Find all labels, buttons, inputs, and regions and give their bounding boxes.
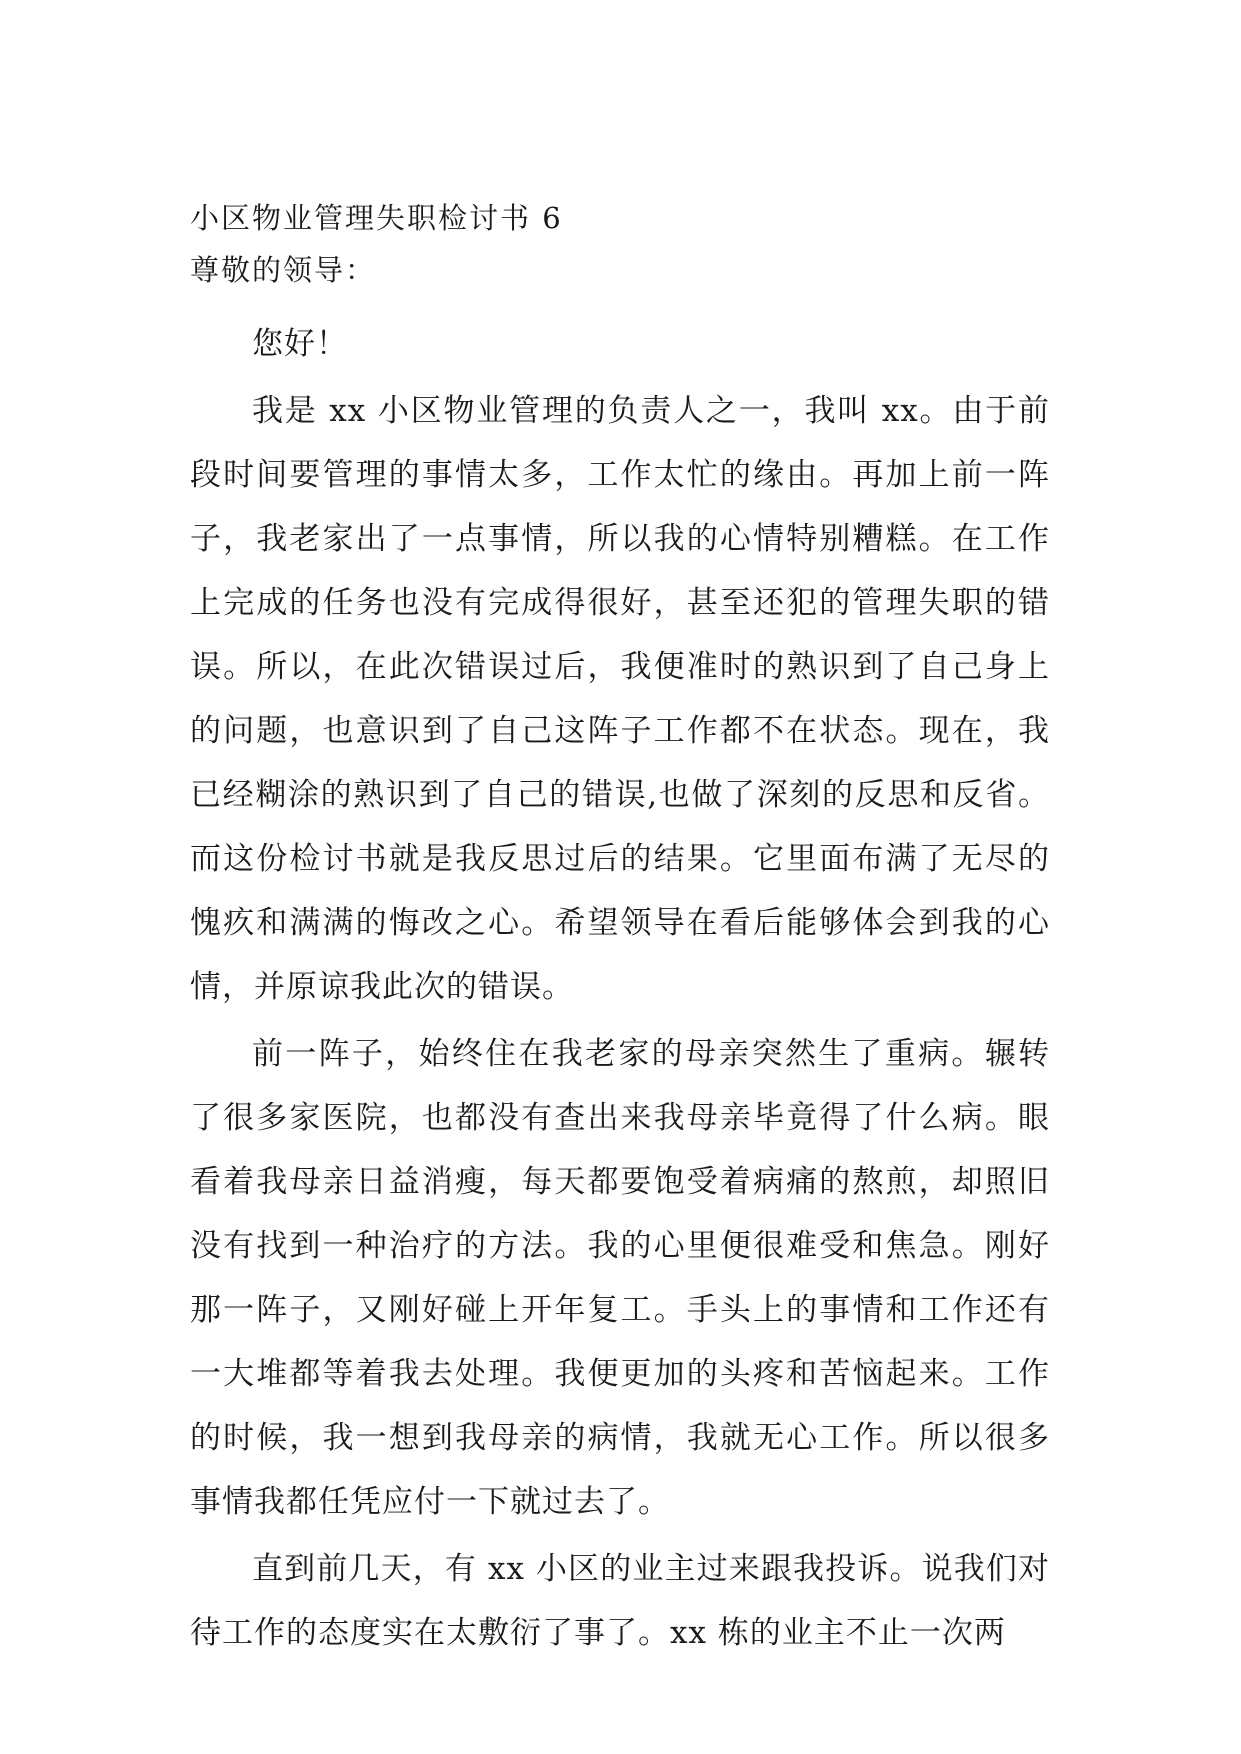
document-title: 小区物业管理失职检讨书 6 — [190, 201, 563, 235]
paragraph-greeting: 您好！ — [252, 326, 348, 362]
paragraph-introduction: 我是 xx 小区物业管理的负责人之一，我叫 xx。由于前段时间要管理的事情太多，工作太忙的缘由。再加上前一阵子，我老家出了一点事情，所以我的心情特别糟糕。在工作上完成的任务也没有完成得很好，甚至还犯的管理失职的错误。所以，在此次错误过后，我便准时的熟识到了自己身上的问题，也意识到了自己这阵子工作都不在状态。现在，我已经糊涂的熟识到了自己的错误,也做了深刻的反思和反省。而这份检讨书就是我反思过后的结果。它里面布满了无尽的愧疚和满满的悔改之心。希望领导在看后能够体会到我的心情，并原谅我此次的错误。 — [190, 393, 1050, 1005]
paragraph-background: 前一阵子，始终住在我老家的母亲突然生了重病。辗转了很多家医院，也都没有查出来我母亲毕竟得了什么病。眼看着我母亲日益消瘦，每天都要饱受着病痛的熬煎，却照旧没有找到一种治疗的方法。我的心里便很难受和焦急。刚好那一阵子，又刚好碰上开年复工。手头上的事情和工作还有一大堆都等着我去处理。我便更加的头疼和苦恼起来。工作的时候，我一想到我母亲的病情，我就无心工作。所以很多事情我都任凭应付一下就过去了。 — [190, 1036, 1050, 1520]
salutation: 尊敬的领导： — [190, 253, 377, 287]
paragraph-complaint: 直到前几天，有 xx 小区的业主过来跟我投诉。说我们对待工作的态度实在太敷衍了事了。xx 栋的业主不止一次两 — [190, 1551, 1050, 1651]
document-body — [190, 196, 1050, 1665]
